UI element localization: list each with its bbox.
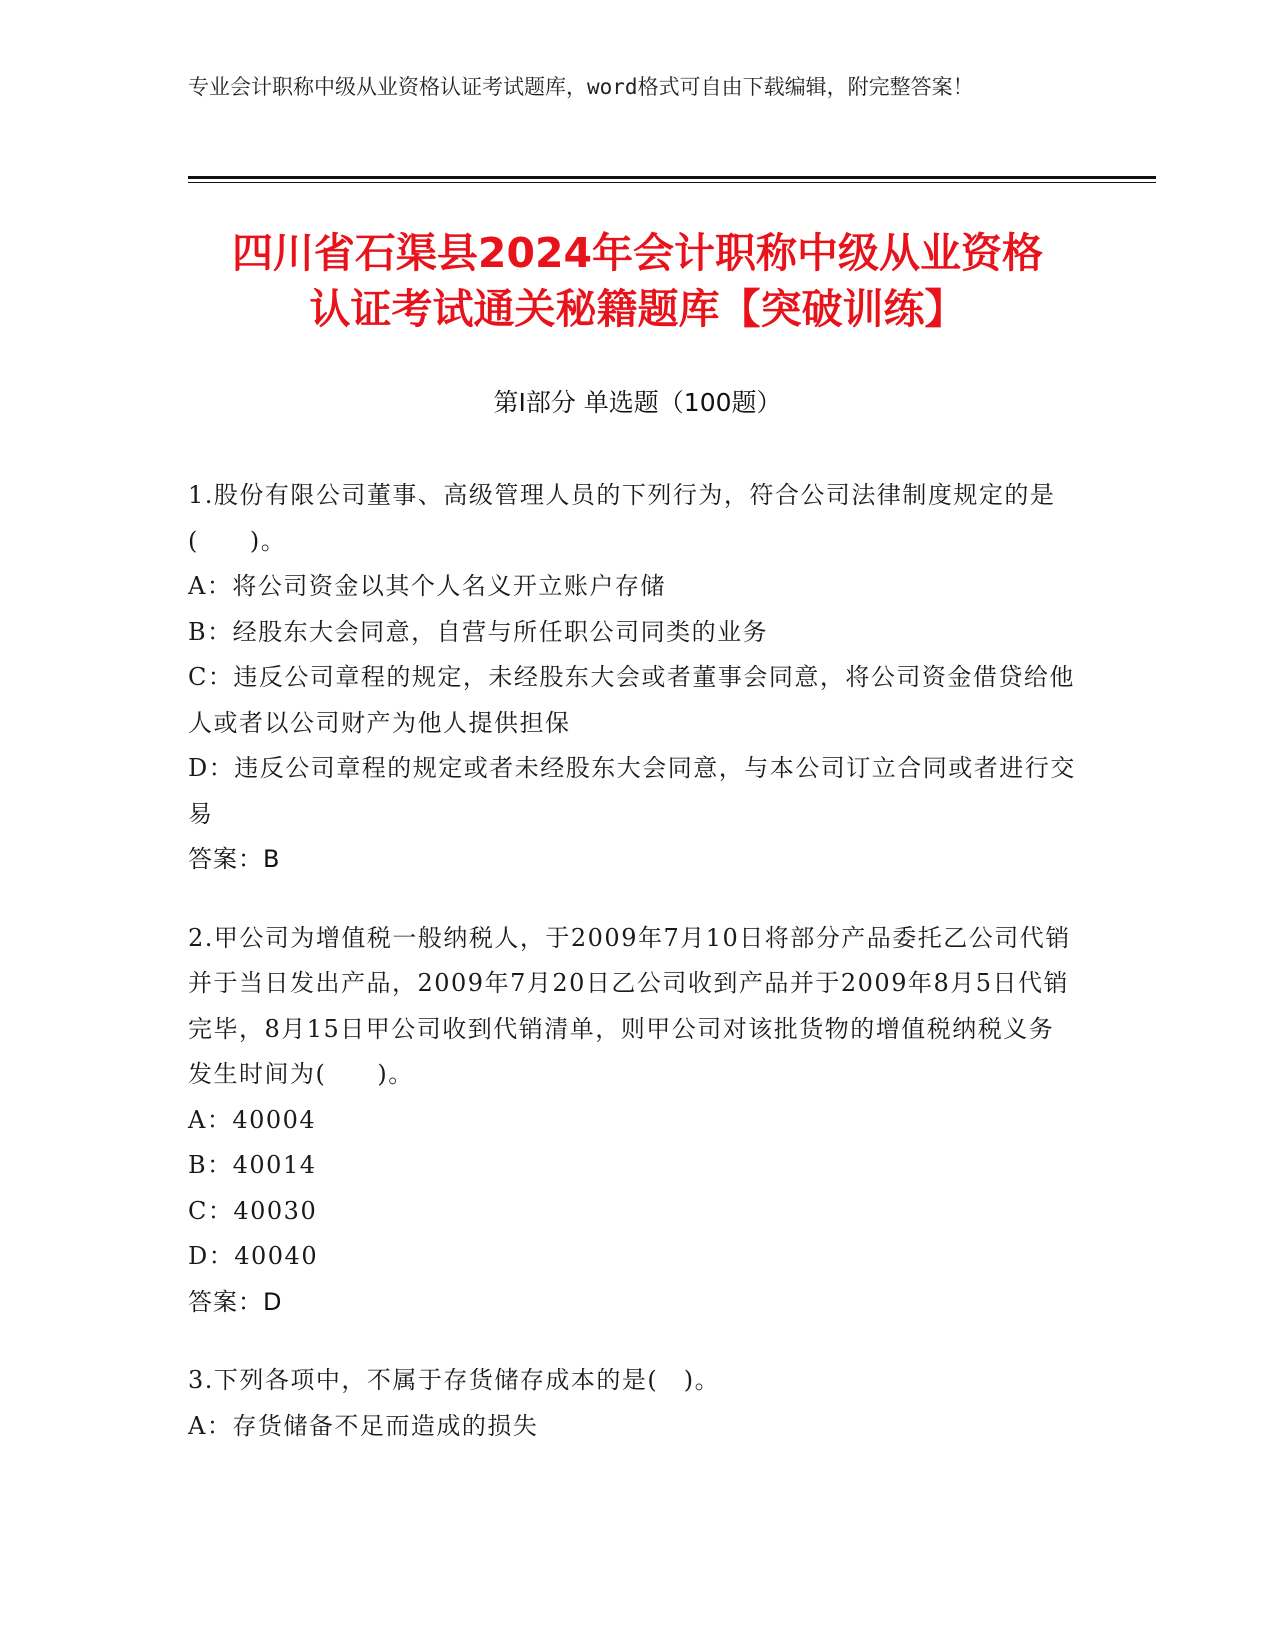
answer-label: 答案：: [188, 1287, 263, 1316]
answer-label: 答案：: [188, 845, 263, 873]
option-a: A：将公司资金以其个人名义开立账户存储: [188, 572, 666, 600]
option-d: D：违反公司章程的规定或者未经股东大会同意，与本公司订立合同或者进行交易: [188, 754, 1076, 828]
header-note: 专业会计职称中级从业资格认证考试题库，word格式可自由下载编辑，附完整答案！: [188, 75, 974, 99]
answer-line: [188, 837, 1078, 883]
option-a: A：40004: [188, 1105, 317, 1134]
question-stem: 1.股份有限公司董事、高级管理人员的下列行为，符合公司法律制度规定的是( )。: [188, 481, 1056, 555]
option-c: C：违反公司章程的规定，未经股东大会或者董事会同意，将公司资金借贷给他人或者以公司财产为他人提供担保: [188, 663, 1075, 737]
header-divider-thick: [188, 176, 1156, 179]
question-2: [188, 916, 1078, 1326]
section-title: 第Ⅰ部分 单选题（100题）: [493, 388, 782, 417]
header-divider-thin: [188, 182, 1156, 183]
option-b: B：40014: [188, 1151, 317, 1179]
answer-line: [188, 1280, 1078, 1326]
question-list: [188, 473, 1078, 1482]
option-b: B：经股东大会同意，自营与所任职公司同类的业务: [188, 617, 769, 646]
question-stem: 2.甲公司为增值税一般纳税人，于2009年7月10日将部分产品委托乙公司代销并于当日发出产品，2009年7月20日乙公司收到产品并于2009年8月5日代销完毕，8月15日甲公司收到代销清单，则甲公司对该批货物的增值税纳税义务发生时间为( )。: [188, 923, 1071, 1088]
document-title-line-2: 认证考试通关秘籍题库【突破训练】: [309, 285, 966, 333]
answer-value: B: [263, 845, 280, 873]
option-d: D：40040: [188, 1242, 319, 1270]
answer-value: D: [263, 1287, 282, 1316]
question-stem: 3.下列各项中，不属于存货储存成本的是( )。: [188, 1366, 721, 1394]
document-title: [170, 225, 1105, 337]
document-title-line-1: 四川省石渠县2024年会计职称中级从业资格: [231, 229, 1044, 277]
option-c: C：40030: [188, 1196, 318, 1225]
option-a: A：存货储备不足而造成的损失: [188, 1411, 539, 1440]
question-1: [188, 473, 1078, 883]
question-3: [188, 1358, 1078, 1449]
